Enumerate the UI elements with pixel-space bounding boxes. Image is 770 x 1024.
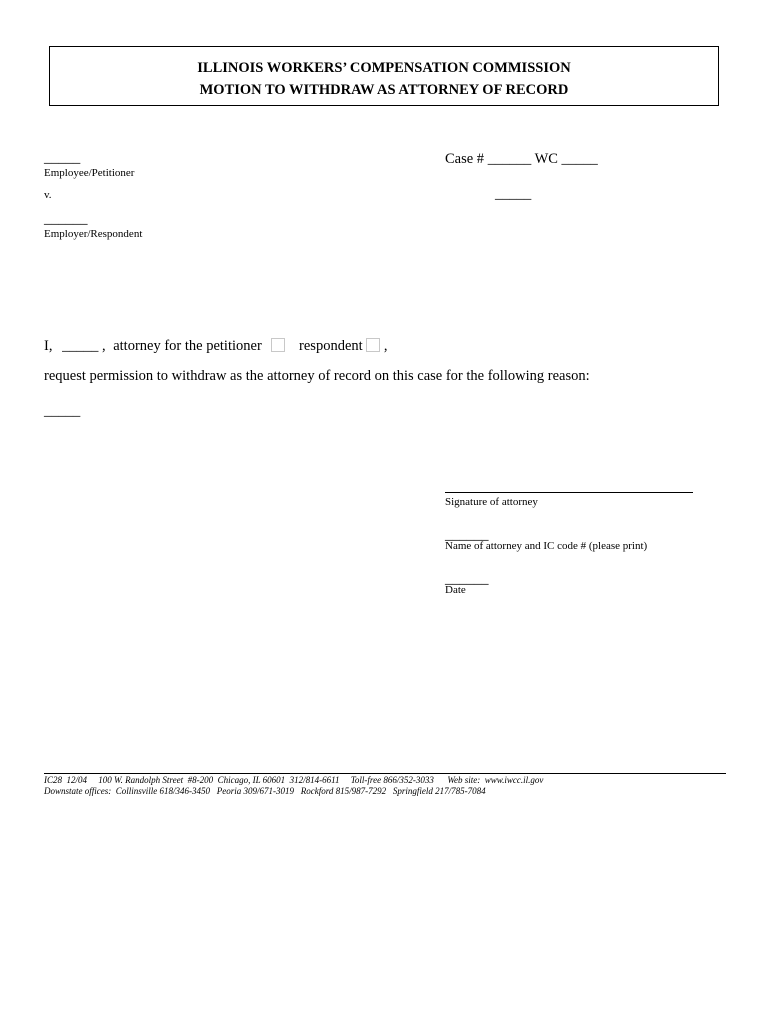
reason-field[interactable]: _____ [44, 403, 81, 419]
request-text: request permission to withdraw as the attorney of record on this case for the following reason: [44, 368, 590, 384]
wc-label: WC [534, 151, 558, 167]
employer-name-field[interactable]: ______ [44, 211, 88, 227]
wc-number-field[interactable]: _____ [561, 151, 598, 167]
date-label: Date [445, 584, 466, 596]
date-field[interactable]: ______ [445, 571, 489, 587]
i-label: I, [44, 338, 53, 354]
case-number-row [445, 151, 598, 168]
footer-offices-line: Downstate offices: Collinsville 618/346-3450 Peoria 309/671-3019 Rockford 815/987-7292 Springfield 217/785-7084 [44, 786, 486, 796]
case-label: Case # [445, 151, 485, 167]
respondent-label: respondent [299, 338, 363, 354]
attorney-for-label: attorney for the petitioner [113, 338, 262, 354]
comma: , [101, 338, 106, 354]
footer-divider [44, 773, 726, 774]
petitioner-checkbox[interactable] [271, 338, 285, 352]
motion-statement [44, 338, 388, 355]
respondent-checkbox[interactable] [366, 338, 380, 352]
signature-line[interactable] [445, 492, 693, 493]
form-title: MOTION TO WITHDRAW AS ATTORNEY OF RECORD [199, 82, 569, 98]
trailing-comma: , [383, 338, 388, 354]
case-secondary-field[interactable]: _____ [495, 186, 532, 202]
attorney-print-name-label: Name of attorney and IC code # (please print) [445, 540, 648, 552]
employee-name-field[interactable]: _____ [44, 150, 81, 166]
versus-label: v. [44, 189, 52, 201]
attorney-name-field[interactable]: _____ [62, 338, 99, 354]
employer-label: Employer/Respondent [44, 228, 143, 240]
footer-address-line: IC28 12/04 100 W. Randolph Street #8-200 Chicago, IL 60601 312/814-6611 Toll-free 866/352-3033 Web site: www.iwcc.il.gov [44, 775, 544, 785]
form-header [49, 46, 719, 106]
employee-label: Employee/Petitioner [44, 167, 135, 179]
attorney-print-name-field[interactable]: ______ [445, 527, 489, 543]
commission-title: ILLINOIS WORKERS’ COMPENSATION COMMISSION [197, 60, 571, 76]
case-number-field[interactable]: ______ [487, 151, 532, 167]
signature-label: Signature of attorney [445, 496, 538, 508]
